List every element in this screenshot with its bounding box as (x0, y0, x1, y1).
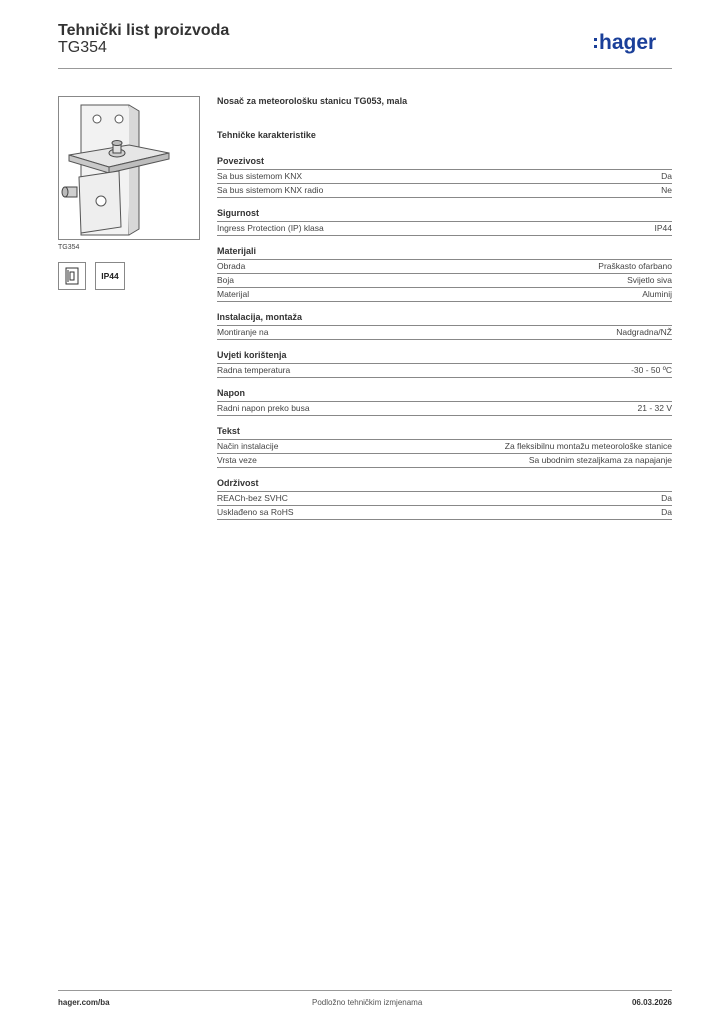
spec-row (217, 260, 672, 274)
spec-value: Nadgradna/NŽ (616, 327, 672, 337)
spec-row (217, 184, 672, 198)
spec-group (217, 156, 672, 198)
spec-row (217, 170, 672, 184)
spec-value: Svijetlo siva (627, 275, 672, 285)
spec-label: Radna temperatura (217, 365, 291, 375)
spec-label: Sa bus sistemom KNX radio (217, 185, 324, 195)
spec-value: 21 - 32 V (637, 403, 672, 413)
spec-group-title: Materijali (217, 246, 672, 260)
page-title: Tehnički list proizvoda (58, 22, 230, 39)
spec-label: Ingress Protection (IP) klasa (217, 223, 324, 233)
spec-row (217, 288, 672, 302)
footer-date: 06.03.2026 (631, 998, 672, 1007)
spec-row (217, 402, 672, 416)
footer-divider (58, 990, 672, 991)
spec-group (217, 350, 672, 378)
product-title: Nosač za meteorološku stanicu TG053, mala (217, 96, 408, 106)
spec-row (217, 454, 672, 468)
spec-group-title: Tekst (217, 426, 672, 440)
spec-value: IP44 (654, 223, 672, 233)
hager-logo (594, 28, 674, 56)
spec-row (217, 506, 672, 520)
spec-row (217, 326, 672, 340)
spec-value: Sa ubodnim stezaljkama za napajanje (528, 455, 672, 465)
spec-value: -30 - 50 ºC (631, 365, 672, 375)
header-divider (58, 68, 672, 69)
footer-website[interactable]: hager.com/ba (58, 998, 110, 1007)
spec-value: Da (661, 493, 672, 503)
spec-label: Obrada (217, 261, 246, 271)
spec-label: Montiranje na (217, 327, 269, 337)
spec-group-title: Održivost (217, 478, 672, 492)
spec-label: Vrsta veze (217, 455, 257, 465)
spec-row (217, 440, 672, 454)
product-image (58, 96, 200, 240)
spec-label: REACh-bez SVHC (217, 493, 288, 503)
spec-group-title: Uvjeti korištenja (217, 350, 672, 364)
spec-row (217, 222, 672, 236)
specs-heading: Tehničke karakteristike (217, 130, 316, 140)
spec-value: Ne (661, 185, 672, 195)
spec-value: Za fleksibilnu montažu meteorološke stanice (504, 441, 672, 451)
spec-row (217, 492, 672, 506)
spec-value: Aluminij (642, 289, 672, 299)
spec-group-title: Instalacija, montaža (217, 312, 672, 326)
spec-group (217, 312, 672, 340)
svg-text:hager: hager (599, 31, 657, 54)
spec-group-title: Povezivost (217, 156, 672, 170)
spec-group (217, 388, 672, 416)
spec-label: Usklađeno sa RoHS (217, 507, 294, 517)
install-symbol-icon (58, 262, 86, 290)
spec-label: Boja (217, 275, 235, 285)
spec-group (217, 246, 672, 302)
spec-value: Praškasto ofarbano (598, 261, 672, 271)
product-code: TG354 (58, 39, 107, 56)
footer-notice: Podložno tehničkim izmjenama (312, 998, 423, 1007)
spec-group-title: Sigurnost (217, 208, 672, 222)
spec-label: Način instalacije (217, 441, 279, 451)
spec-group (217, 208, 672, 236)
spec-group (217, 426, 672, 468)
spec-value: Da (661, 507, 672, 517)
technical-specs (217, 130, 672, 520)
ip-rating-badge: IP44 (95, 262, 125, 290)
spec-group (217, 478, 672, 520)
spec-label: Materijal (217, 289, 250, 299)
spec-label: Sa bus sistemom KNX (217, 171, 303, 181)
spec-row (217, 274, 672, 288)
image-caption: TG354 (58, 244, 80, 251)
spec-value: Da (661, 171, 672, 181)
spec-row (217, 364, 672, 378)
spec-label: Radni napon preko busa (217, 403, 310, 413)
spec-group-title: Napon (217, 388, 672, 402)
